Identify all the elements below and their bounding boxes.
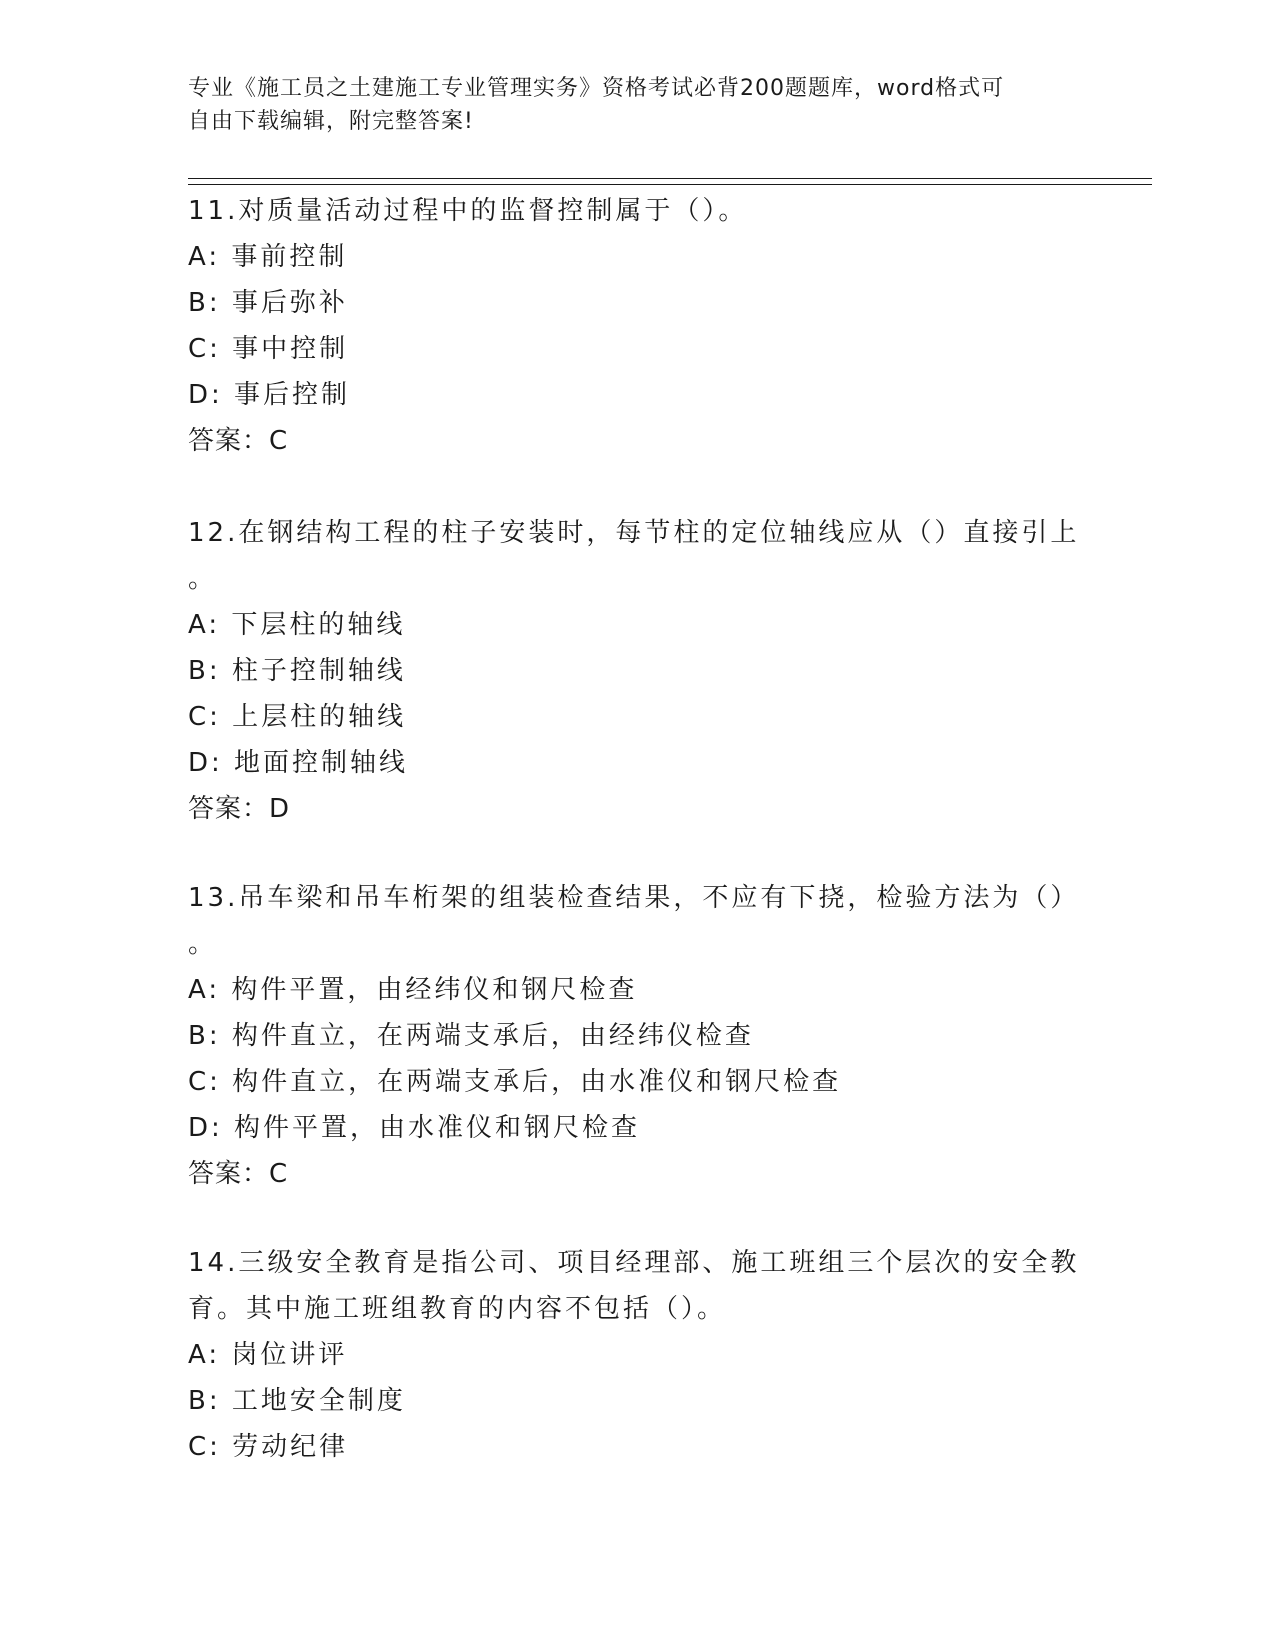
header-line-1: 专业《施工员之土建施工专业管理实务》资格考试必背200题题库，word格式可 [188, 76, 1005, 101]
option-b: B: 工地安全制度 [188, 1386, 406, 1416]
option-b: B: 构件直立，在两端支承后，由经纬仪检查 [188, 1021, 754, 1051]
header-divider-bottom [188, 184, 1152, 185]
question-14 [188, 1240, 1088, 1470]
question-stem: 13.吊车梁和吊车桁架的组装检查结果，不应有下挠，检验方法为（） [188, 883, 1080, 913]
option-b: B: 事后弥补 [188, 288, 348, 318]
question-stem: 14.三级安全教育是指公司、项目经理部、施工班组三个层次的安全教 [188, 1248, 1080, 1278]
question-stem: 11.对质量活动过程中的监督控制属于（）。 [188, 196, 748, 226]
document-header [188, 72, 1068, 138]
question-12 [188, 510, 1088, 832]
answer: 答案：C [188, 426, 289, 456]
answer: 答案：D [188, 794, 291, 824]
question-stem: 12.在钢结构工程的柱子安装时，每节柱的定位轴线应从（）直接引上 [188, 518, 1080, 548]
option-a: A: 岗位讲评 [188, 1340, 348, 1370]
answer: 答案：C [188, 1159, 289, 1189]
option-a: A: 事前控制 [188, 242, 348, 272]
header-line-2: 自由下载编辑，附完整答案! [188, 109, 474, 134]
option-c: C: 上层柱的轴线 [188, 702, 407, 732]
question-13 [188, 875, 1088, 1197]
question-stem-continued: 。 [188, 929, 218, 959]
option-b: B: 柱子控制轴线 [188, 656, 406, 686]
question-stem-continued: 育。其中施工班组教育的内容不包括（）。 [188, 1294, 727, 1324]
option-d: D: 地面控制轴线 [188, 748, 409, 778]
option-c: C: 构件直立，在两端支承后，由水准仪和钢尺检查 [188, 1067, 842, 1097]
option-c: C: 事中控制 [188, 334, 349, 364]
question-stem-continued: 。 [188, 564, 218, 594]
option-c: C: 劳动纪律 [188, 1432, 349, 1462]
question-11 [188, 188, 1088, 464]
option-a: A: 下层柱的轴线 [188, 610, 406, 640]
header-divider-top [188, 178, 1152, 179]
option-d: D: 构件平置，由水准仪和钢尺检查 [188, 1113, 641, 1143]
option-d: D: 事后控制 [188, 380, 351, 410]
option-a: A: 构件平置，由经纬仪和钢尺检查 [188, 975, 638, 1005]
